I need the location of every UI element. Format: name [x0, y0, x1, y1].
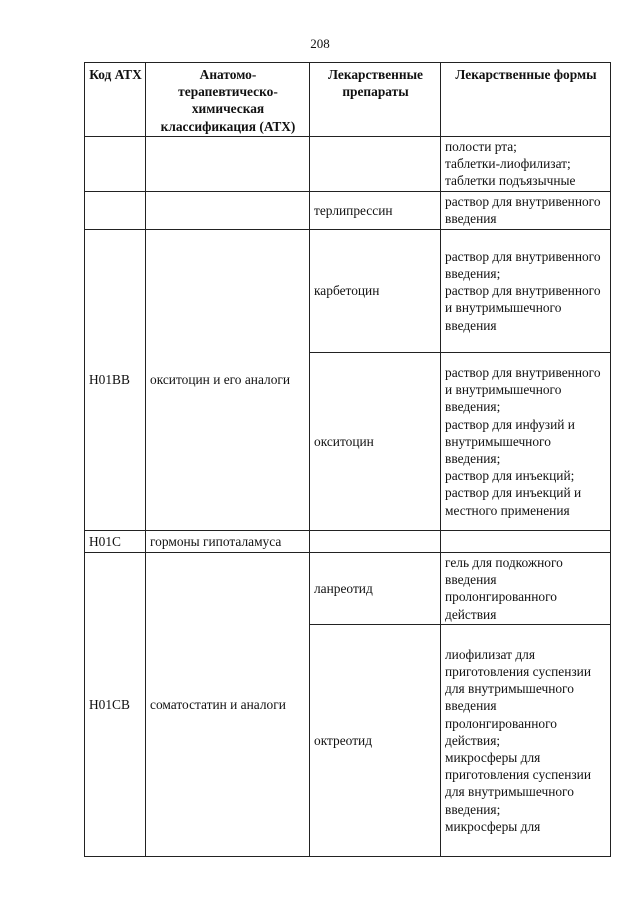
form-item: раствор для инъекций;: [445, 468, 575, 484]
cell-drug: октреотид: [310, 624, 441, 856]
form-item: раствор для внутривенного и внутримышечного введения: [445, 283, 601, 333]
form-item: таблетки-лиофилизат;: [445, 156, 571, 172]
form-item: раствор для инъекций и местного применения: [445, 485, 582, 518]
cell-classification: окситоцин и его аналоги: [146, 229, 310, 530]
cell-forms: [441, 352, 611, 530]
form-item: раствор для инфузий и внутримышечного введения;: [445, 416, 575, 466]
cell-forms: [441, 229, 611, 352]
cell-classification: соматостатин и аналоги: [146, 552, 310, 856]
table-row: [85, 191, 611, 229]
header-classification: Анатомо-терапевтическо-химическая классификация (АТХ): [146, 63, 310, 137]
form-item: микросферы для: [445, 818, 541, 834]
form-item: микросферы для приготовления суспензии для внутримышечного введения;: [445, 749, 591, 817]
table-row: [85, 530, 611, 552]
table-row: [85, 552, 611, 624]
form-item: таблетки подъязычные: [445, 173, 576, 189]
form-item: раствор для внутривенного введения;: [445, 248, 601, 281]
table-row: [85, 136, 611, 191]
header-drugs: Лекарственные препараты: [310, 63, 441, 137]
cell-forms: [441, 136, 611, 191]
cell-forms: [441, 552, 611, 624]
cell-classification: [146, 191, 310, 229]
cell-drug: [310, 530, 441, 552]
cell-classification: [146, 136, 310, 191]
cell-drug: [310, 136, 441, 191]
form-item: гель для подкожного введения пролонгированного действия: [445, 554, 563, 622]
header-row: [85, 63, 611, 137]
form-item: лиофилизат для приготовления суспензии для внутримышечного введения пролонгированного действия;: [445, 646, 591, 748]
cell-code: H01C: [85, 530, 146, 552]
cell-code: H01CB: [85, 552, 146, 856]
table-row: [85, 229, 611, 352]
cell-code: H01BB: [85, 229, 146, 530]
cell-code: [85, 191, 146, 229]
cell-forms: [441, 191, 611, 229]
form-item: раствор для внутривенного и внутримышечного введения;: [445, 364, 601, 415]
atx-table: [84, 62, 611, 857]
page-number: 208: [310, 36, 330, 51]
cell-classification: гормоны гипоталамуса: [146, 530, 310, 552]
cell-drug: терлипрессин: [310, 191, 441, 229]
cell-forms: [441, 624, 611, 856]
cell-drug: карбетоцин: [310, 229, 441, 352]
header-code: Код АТХ: [85, 63, 146, 137]
form-item: полости рта;: [445, 139, 517, 154]
form-item: раствор для внутривенного введения: [445, 194, 601, 227]
cell-drug: окситоцин: [310, 352, 441, 530]
cell-code: [85, 136, 146, 191]
cell-drug: ланреотид: [310, 552, 441, 624]
cell-forms: [441, 530, 611, 552]
header-forms: Лекарственные формы: [441, 63, 611, 137]
